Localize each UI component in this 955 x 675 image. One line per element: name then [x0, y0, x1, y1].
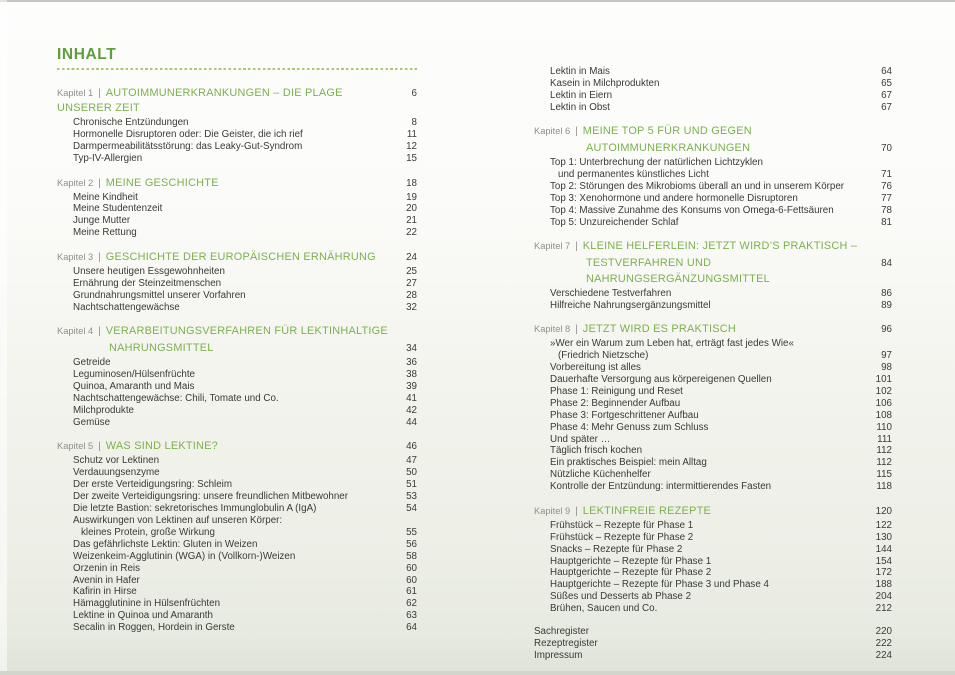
- entry-page-number: 8: [411, 117, 417, 129]
- toc-entry-row: [534, 556, 892, 568]
- toc-chapter-row: [57, 249, 417, 264]
- toc-entry-row: [534, 532, 892, 544]
- entry-title: Hauptgerichte – Rezepte für Phase 1: [550, 555, 712, 567]
- entry-title: Kasein in Milchprodukten: [550, 77, 660, 89]
- toc-entry-row: [57, 467, 417, 479]
- entry-page-number: 60: [406, 562, 417, 574]
- toc-entry-row: [57, 369, 417, 381]
- entry-title: Milchprodukte: [73, 404, 134, 416]
- toc-entry-row: [57, 203, 417, 215]
- toc-right-column: [534, 51, 892, 662]
- entry-title: Phase 3: Fortgeschrittener Aufbau: [550, 409, 699, 421]
- toc-entry-row: [57, 153, 417, 165]
- entry-page-number: 46: [406, 441, 417, 453]
- entry-page-number: 64: [406, 622, 417, 634]
- toc-entry-row: [57, 479, 417, 491]
- entry-page-number: 110: [876, 421, 892, 433]
- entry-title: Phase 4: Mehr Genuss zum Schluss: [550, 421, 709, 433]
- chapter-title: GESCHICHTE DER EUROPÄISCHEN ERNÄHRUNG: [105, 250, 376, 263]
- entry-page-number: 130: [875, 531, 892, 543]
- chapter-title: TESTVERFAHREN UND NAHRUNGSERGÄNZUNGSMITTEL: [586, 257, 770, 285]
- entry-title: Süßes und Desserts ab Phase 2: [550, 591, 692, 603]
- entry-page-number: 112: [876, 445, 892, 457]
- entry-page-number: 111: [877, 433, 892, 445]
- toc-entry-row: [57, 515, 417, 527]
- toc-entry-row-continuation: [534, 169, 892, 181]
- entry-title: Top 5: Unzureichender Schlaf: [550, 216, 679, 228]
- entry-title: Grundnahrungsmittel unserer Vorfahren: [73, 289, 246, 301]
- entry-title: Meine Studentenzeit: [73, 203, 163, 215]
- toc-entry-row: [57, 598, 417, 610]
- chapter-title: NAHRUNGSMITTEL: [109, 341, 214, 354]
- entry-page-number: 6: [411, 88, 417, 99]
- toc-entry-row: [534, 288, 892, 300]
- entry-page-number: 84: [881, 258, 892, 270]
- chapter-number-label: Kapitel 9: [534, 505, 571, 516]
- toc-entry-row: [57, 405, 417, 417]
- entry-page-number: 154: [875, 555, 892, 567]
- page-left-edge: [0, 0, 7, 675]
- entry-page-number: 53: [406, 490, 417, 502]
- entry-page-number: 222: [875, 638, 892, 650]
- entry-page-number: 61: [406, 586, 417, 598]
- toc-chapter-row: [57, 438, 417, 453]
- entry-title: »Wer ein Warum zum Leben hat, erträgt fast jedes Wie«: [550, 337, 794, 349]
- toc-entry-row: [534, 217, 892, 229]
- entry-title: Hormonelle Disruptoren oder: Die Geister, die ich rief: [73, 129, 303, 141]
- chapter-separator: |: [575, 505, 578, 517]
- entry-title: Der zweite Verteidigungsring: unsere freundlichen Mitbewohner: [73, 490, 349, 502]
- entry-title: Rezeptregister: [534, 638, 598, 650]
- entry-page-number: 38: [406, 368, 417, 380]
- page-top-edge: [0, 0, 955, 2]
- toc-entry-row: [534, 603, 892, 615]
- chapter-separator: |: [575, 323, 578, 335]
- entry-page-number: 32: [406, 301, 417, 313]
- entry-title: Frühstück – Rezepte für Phase 1: [550, 519, 694, 531]
- entry-title: Und später …: [550, 433, 611, 445]
- toc-entry-row: [534, 338, 892, 350]
- chapter-title: WAS SIND LEKTINE?: [105, 440, 218, 453]
- entry-page-number: 24: [406, 251, 417, 263]
- toc-entry-row: [57, 302, 417, 314]
- entry-title: Meine Kindheit: [73, 191, 138, 203]
- entry-page-number: 36: [406, 356, 417, 368]
- entry-title: Kafirin in Hirse: [73, 586, 137, 598]
- entry-page-number: 50: [406, 466, 417, 478]
- entry-page-number: 122: [875, 519, 892, 531]
- toc-entry-row: [534, 386, 892, 398]
- entry-page-number: 58: [406, 550, 417, 562]
- toc-entry-row: [534, 66, 892, 78]
- entry-page-number: 188: [875, 579, 892, 591]
- chapter-title: LEKTINFREIE REZEPTE: [582, 504, 711, 517]
- entry-page-number: 98: [881, 361, 892, 373]
- entry-page-number: 144: [875, 543, 892, 555]
- page-title: INHALT: [57, 46, 117, 63]
- chapter-number-label: Kapitel 4: [57, 326, 94, 337]
- entry-title: Die letzte Bastion: sekretorisches Immunglobulin A (IgA): [73, 502, 317, 514]
- entry-page-number: 22: [406, 227, 417, 239]
- toc-entry-row: [534, 398, 892, 410]
- entry-title: Ein praktisches Beispiel: mein Alltag: [550, 457, 707, 469]
- entry-page-number: 86: [881, 287, 892, 299]
- chapter-separator: |: [575, 126, 578, 138]
- entry-page-number: 115: [876, 469, 892, 481]
- toc-entry-row: [534, 300, 892, 312]
- entry-page-number: 120: [875, 505, 892, 517]
- toc-entry-row: [534, 78, 892, 90]
- title-dashed-rule: [57, 68, 417, 70]
- toc-entry-row: [534, 193, 892, 205]
- entry-title: Quinoa, Amaranth und Mais: [73, 380, 195, 392]
- entry-title: Schutz vor Lektinen: [73, 455, 160, 466]
- toc-entry-row: [57, 227, 417, 239]
- entry-page-number: 54: [406, 502, 417, 514]
- entry-title: Gemüse: [73, 416, 111, 428]
- entry-title: [534, 238, 866, 253]
- entry-title: Nachtschattengewächse: Chili, Tomate und Co.: [73, 392, 279, 404]
- entry-page-number: 220: [875, 626, 892, 638]
- entry-title: Das gefährlichste Lektin: Gluten in Weizen: [73, 538, 258, 550]
- entry-page-number: 41: [406, 392, 417, 404]
- entry-page-number: 21: [406, 215, 417, 227]
- toc-entry-row: [57, 117, 417, 129]
- entry-title: [57, 249, 391, 264]
- entry-title: (Friedrich Nietzsche): [558, 349, 649, 361]
- toc-chapter-row-continuation: [534, 255, 892, 286]
- entry-title: Hauptgerichte – Rezepte für Phase 3 und Phase 4: [550, 579, 769, 591]
- entry-page-number: 212: [875, 603, 892, 615]
- entry-title: Frühstück – Rezepte für Phase 2: [550, 531, 694, 543]
- entry-title: Nützliche Küchenhelfer: [550, 469, 651, 481]
- entry-title: Chronische Entzündungen: [73, 117, 189, 129]
- toc-entry-row: [534, 544, 892, 556]
- entry-title: Typ-IV-Allergien: [73, 153, 143, 165]
- toc-chapter-row: [57, 85, 417, 116]
- entry-title: [57, 85, 391, 116]
- entry-page-number: 70: [881, 143, 892, 155]
- entry-title: Top 2: Störungen des Mikrobioms überall an und in unserem Körper: [550, 181, 845, 193]
- entry-page-number: 12: [406, 141, 417, 153]
- toc-entry-row: [534, 362, 892, 374]
- entry-title: [534, 123, 866, 138]
- entry-title: Impressum: [534, 650, 583, 662]
- toc-chapter-row: [534, 238, 892, 253]
- entry-title: Phase 1: Reinigung und Reset: [550, 385, 683, 397]
- entry-page-number: 20: [406, 203, 417, 215]
- entry-title: Hauptgerichte – Rezepte für Phase 2: [550, 567, 712, 579]
- entry-page-number: 25: [406, 265, 417, 277]
- entry-title: Junge Mutter: [73, 215, 131, 227]
- chapter-number-label: Kapitel 3: [57, 251, 94, 262]
- entry-title: [57, 438, 391, 453]
- toc-entry-row: [57, 503, 417, 515]
- entry-title: Kontrolle der Entzündung: intermittierendes Fasten: [550, 481, 772, 493]
- toc-entry-row: [57, 129, 417, 141]
- chapter-number-label: Kapitel 8: [534, 323, 571, 334]
- chapter-title: AUTOIMMUNERKRANKUNGEN – DIE PLAGE UNSERER ZEIT: [57, 87, 343, 115]
- entry-title: Weizenkeim-Agglutinin (WGA) in (Vollkorn-)Weizen: [73, 550, 296, 562]
- entry-page-number: 112: [876, 457, 892, 469]
- entry-title: Orzenin in Reis: [73, 562, 140, 574]
- entry-title: und permanentes künstliches Licht: [558, 169, 709, 181]
- entry-page-number: 56: [406, 538, 417, 550]
- toc-entry-row: [57, 610, 417, 622]
- toc-entry-row: [534, 90, 892, 102]
- entry-page-number: 71: [881, 169, 892, 181]
- chapter-title: KLEINE HELFERLEIN: JETZT WIRD’S PRAKTISCH –: [582, 240, 858, 253]
- entry-title: Der erste Verteidigungsring: Schleim: [73, 478, 233, 490]
- toc-entry-row: [57, 278, 417, 290]
- entry-page-number: 60: [406, 574, 417, 586]
- toc-chapter-row: [534, 321, 892, 336]
- toc-entry-row: [534, 481, 892, 493]
- toc-entry-row: [57, 141, 417, 153]
- entry-title: Secalin in Roggen, Hordein in Gerste: [73, 622, 235, 634]
- chapter-separator: |: [575, 241, 578, 253]
- entry-title: Leguminosen/Hülsenfrüchte: [73, 368, 195, 380]
- entry-title: [534, 321, 866, 336]
- entry-page-number: 224: [875, 650, 892, 662]
- entry-page-number: 28: [406, 289, 417, 301]
- entry-page-number: 172: [875, 567, 892, 579]
- entry-page-number: 11: [406, 129, 417, 141]
- toc-chapter-row: [57, 323, 417, 338]
- toc-chapter-row: [534, 123, 892, 138]
- entry-page-number: 62: [406, 598, 417, 610]
- entry-title: [534, 140, 866, 155]
- entry-title: [57, 323, 391, 338]
- entry-page-number: 19: [406, 191, 417, 203]
- toc-entry-row: [534, 469, 892, 481]
- chapter-number-label: Kapitel 1: [57, 88, 94, 98]
- chapter-title: MEINE TOP 5 FÜR UND GEGEN: [582, 125, 752, 138]
- entry-title: Top 3: Xenohormone und andere hormonelle Disruptoren: [550, 192, 798, 204]
- toc-rows-right: [534, 66, 892, 662]
- toc-entry-row: [534, 579, 892, 591]
- entry-title: Lektin in Mais: [550, 66, 610, 77]
- toc-entry-row: [534, 457, 892, 469]
- entry-title: Meine Rettung: [73, 227, 137, 239]
- entry-page-number: 101: [875, 373, 892, 385]
- entry-page-number: 118: [876, 481, 892, 493]
- chapter-title: AUTOIMMUNERKRANKUNGEN: [586, 142, 751, 155]
- toc-entry-row: [57, 215, 417, 227]
- toc-entry-row: [534, 181, 892, 193]
- toc-entry-row: [534, 157, 892, 169]
- entry-title: Phase 2: Beginnender Aufbau: [550, 397, 681, 409]
- entry-title: Lektin in Eiern: [550, 89, 613, 101]
- toc-rows-left: [57, 85, 417, 634]
- entry-page-number: 106: [875, 397, 892, 409]
- entry-page-number: 39: [406, 380, 417, 392]
- chapter-number-label: Kapitel 6: [534, 126, 571, 137]
- toc-chapter-row: [534, 503, 892, 518]
- chapter-separator: |: [98, 441, 101, 453]
- toc-register-row: [534, 650, 892, 662]
- toc-entry-row: [57, 266, 417, 278]
- toc-entry-row: [57, 586, 417, 598]
- toc-entry-row: [534, 205, 892, 217]
- entry-title: Darmpermeabilitätsstörung: das Leaky-Gut-Syndrom: [73, 141, 303, 153]
- entry-title: Avenin in Hafer: [73, 574, 140, 586]
- chapter-separator: |: [98, 88, 101, 99]
- entry-title: Top 4: Massive Zunahme des Konsums von Omega-6-Fettsäuren: [550, 204, 834, 216]
- toc-left-column: [57, 46, 417, 634]
- chapter-separator: |: [98, 251, 101, 263]
- entry-page-number: 89: [881, 299, 892, 311]
- entry-title: Sachregister: [534, 626, 589, 638]
- entry-title: [534, 503, 866, 518]
- entry-page-number: 76: [881, 181, 892, 193]
- entry-page-number: 55: [406, 526, 417, 538]
- chapter-number-label: Kapitel 2: [57, 177, 94, 188]
- entry-page-number: 51: [406, 478, 417, 490]
- toc-entry-row: [534, 434, 892, 446]
- entry-title: Brühen, Saucen und Co.: [550, 603, 658, 615]
- toc-entry-row: [534, 102, 892, 114]
- entry-page-number: 108: [875, 409, 892, 421]
- toc-entry-row: [534, 591, 892, 603]
- entry-page-number: 47: [406, 455, 417, 466]
- chapter-separator: |: [98, 326, 101, 338]
- entry-title: Dauerhafte Versorgung aus körpereigenen Quellen: [550, 373, 772, 385]
- toc-entry-row: [57, 455, 417, 467]
- toc-entry-row-continuation: [57, 527, 417, 539]
- entry-page-number: 102: [875, 385, 892, 397]
- entry-title: Lektin in Obst: [550, 101, 610, 113]
- entry-title: [57, 175, 391, 190]
- entry-page-number: 81: [881, 216, 892, 228]
- entry-title: [534, 255, 866, 286]
- entry-title: Unsere heutigen Essgewohnheiten: [73, 265, 225, 277]
- entry-title: Täglich frisch kochen: [550, 445, 643, 457]
- toc-entry-row: [57, 563, 417, 575]
- entry-title: Getreide: [73, 356, 111, 368]
- toc-chapter-row: [57, 175, 417, 190]
- entry-title: Nachtschattengewächse: [73, 301, 180, 313]
- entry-page-number: 34: [406, 342, 417, 354]
- toc-entry-row: [57, 539, 417, 551]
- entry-title: Top 1: Unterbrechung der natürlichen Lichtzyklen: [550, 157, 763, 169]
- entry-page-number: 65: [881, 77, 892, 89]
- entry-page-number: 15: [406, 153, 417, 165]
- entry-title: Hilfreiche Nahrungsergänzungsmittel: [550, 299, 711, 311]
- toc-entry-row: [57, 381, 417, 393]
- entry-page-number: 204: [875, 591, 892, 603]
- toc-chapter-row-continuation: [57, 340, 417, 355]
- chapter-number-label: Kapitel 5: [57, 441, 94, 452]
- entry-page-number: 77: [881, 192, 892, 204]
- entry-page-number: 63: [406, 610, 417, 622]
- chapter-title: VERARBEITUNGSVERFAHREN FÜR LEKTINHALTIGE: [105, 325, 388, 338]
- entry-page-number: 67: [881, 101, 892, 113]
- toc-entry-row: [57, 192, 417, 204]
- toc-entry-row: [57, 491, 417, 503]
- chapter-title: JETZT WIRD ES PRAKTISCH: [582, 322, 736, 335]
- entry-page-number: 97: [881, 349, 892, 361]
- entry-page-number: 42: [406, 404, 417, 416]
- toc-entry-row: [534, 374, 892, 386]
- entry-page-number: 64: [881, 66, 892, 77]
- entry-title: Auswirkungen von Lektinen auf unseren Körper:: [73, 514, 283, 526]
- entry-title: Snacks – Rezepte für Phase 2: [550, 543, 683, 555]
- entry-title: Ernährung der Steinzeitmenschen: [73, 277, 222, 289]
- toc-entry-row: [534, 520, 892, 532]
- toc-entry-row-continuation: [534, 350, 892, 362]
- toc-gap: [534, 615, 892, 626]
- entry-title: Lektine in Quinoa und Amaranth: [73, 610, 213, 622]
- toc-entry-row: [57, 393, 417, 405]
- entry-page-number: 78: [881, 204, 892, 216]
- toc-entry-row: [57, 290, 417, 302]
- entry-title: Vorbereitung ist alles: [550, 361, 641, 373]
- toc-entry-row: [57, 622, 417, 634]
- toc-register-row: [534, 638, 892, 650]
- entry-title: Hämagglutinine in Hülsenfrüchten: [73, 598, 221, 610]
- toc-entry-row: [534, 422, 892, 434]
- entry-page-number: 18: [406, 177, 417, 189]
- entry-page-number: 96: [881, 323, 892, 335]
- entry-page-number: 67: [881, 89, 892, 101]
- entry-page-number: 27: [406, 277, 417, 289]
- chapter-number-label: Kapitel 7: [534, 241, 571, 252]
- entry-title: kleines Protein, große Wirkung: [81, 526, 215, 538]
- toc-entry-row: [534, 410, 892, 422]
- toc-register-row: [534, 626, 892, 638]
- entry-title: [57, 340, 391, 355]
- toc-entry-row: [57, 417, 417, 429]
- page-bottom-edge: [0, 671, 955, 675]
- toc-entry-row: [57, 575, 417, 587]
- toc-entry-row: [534, 567, 892, 579]
- toc-entry-row: [57, 551, 417, 563]
- entry-title: Verschiedene Testverfahren: [550, 287, 672, 299]
- entry-title: Verdauungsenzyme: [73, 466, 160, 478]
- toc-entry-row: [534, 445, 892, 457]
- chapter-separator: |: [98, 177, 101, 189]
- chapter-title: MEINE GESCHICHTE: [105, 176, 219, 189]
- entry-page-number: 44: [406, 416, 417, 428]
- toc-chapter-row-continuation: [534, 140, 892, 155]
- toc-entry-row: [57, 357, 417, 369]
